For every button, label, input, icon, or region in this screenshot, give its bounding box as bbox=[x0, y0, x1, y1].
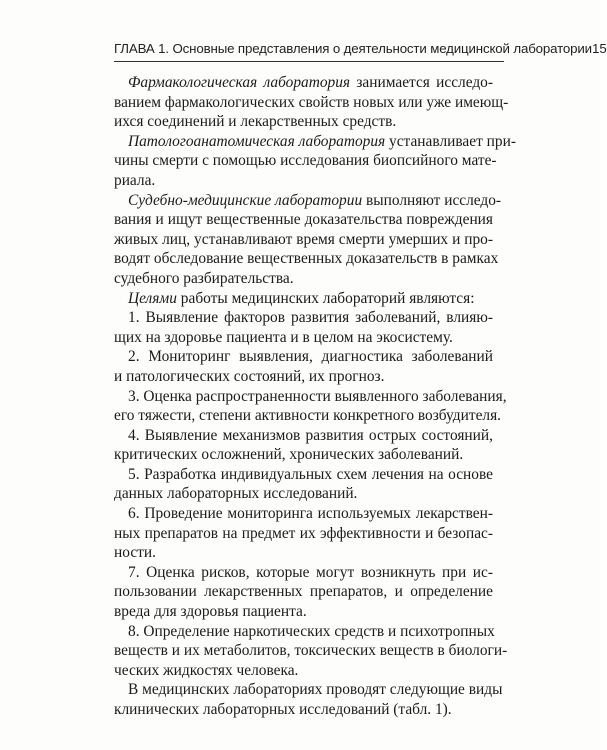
line-text: водят обследование вещественных доказательств в рамках bbox=[114, 250, 499, 268]
line-text: вреда для здоровья пациента. bbox=[114, 603, 307, 621]
text-line bbox=[114, 622, 493, 642]
text-line bbox=[114, 680, 503, 700]
line-text: критических осложнений, хронических заболеваний. bbox=[114, 446, 464, 464]
line-text: щих на здоровье пациента и в целом на экосистему. bbox=[114, 328, 453, 346]
text-line bbox=[114, 387, 507, 407]
paragraph bbox=[114, 347, 493, 386]
paragraph bbox=[114, 132, 516, 191]
line-text: 4. Выявление механизмов развития острых состояний, bbox=[128, 426, 493, 444]
chapter-title: ГЛАВА 1. Основные представления о деятельности медицинской лаборатории bbox=[114, 41, 592, 56]
text-line bbox=[114, 191, 502, 211]
text-line bbox=[114, 524, 493, 544]
line-text: риала. bbox=[114, 171, 156, 189]
line-text: ности. bbox=[114, 544, 156, 562]
body-text bbox=[114, 73, 516, 720]
text-line bbox=[114, 563, 493, 583]
paragraph bbox=[114, 289, 493, 309]
line-text: устанавливает при- bbox=[385, 132, 516, 150]
text-line bbox=[114, 641, 508, 661]
text-line bbox=[114, 328, 493, 348]
line-text: работы медицинских лабораторий являются: bbox=[176, 289, 475, 307]
text-line bbox=[114, 171, 493, 191]
line-text: ных препаратов на предмет их эффективности и безопас- bbox=[114, 524, 493, 542]
text-line bbox=[114, 504, 493, 524]
line-text: 5. Разработка индивидуальных схем лечения на основе bbox=[128, 465, 493, 483]
line-text: ческих жидкостях человека. bbox=[114, 661, 299, 679]
paragraph bbox=[114, 680, 503, 719]
italic-term: Фармакологическая лаборатория bbox=[128, 74, 351, 91]
paragraph bbox=[114, 504, 493, 563]
text-line bbox=[114, 289, 493, 309]
text-line bbox=[114, 367, 493, 387]
text-line bbox=[114, 210, 493, 230]
italic-term: Патологоанатомическая лаборатория bbox=[128, 132, 386, 150]
line-text: 7. Оценка рисков, которые могут возникнуть при ис- bbox=[128, 563, 493, 581]
text-line bbox=[114, 484, 493, 504]
line-text: выполняют исследо- bbox=[362, 191, 502, 209]
text-line bbox=[114, 465, 493, 485]
line-text: В медицинских лабораториях проводят следующие виды bbox=[128, 681, 503, 699]
text-line bbox=[114, 445, 493, 465]
text-line bbox=[114, 582, 493, 602]
text-line bbox=[114, 132, 516, 152]
text-line bbox=[114, 661, 493, 681]
line-text: чины смерти с помощью исследования биопсийного мате- bbox=[114, 152, 497, 170]
text-line bbox=[114, 269, 493, 289]
text-line bbox=[114, 543, 493, 563]
italic-term: Судебно-медицинские лаборатории bbox=[128, 191, 363, 209]
line-text: 8. Определение наркотических средств и психотропных bbox=[128, 622, 495, 640]
paragraph bbox=[114, 387, 507, 426]
paragraph bbox=[114, 465, 493, 504]
line-text: пользовании лекарственных препаратов, и определение bbox=[114, 583, 493, 601]
text-line bbox=[114, 406, 502, 426]
text-line bbox=[114, 230, 493, 250]
page-number: 15 bbox=[591, 41, 607, 56]
text-line bbox=[114, 700, 493, 720]
line-text: данных лабораторных исследований. bbox=[114, 485, 358, 503]
line-text: 6. Проведение мониторинга используемых лекарствен- bbox=[128, 505, 493, 523]
line-text: клинических лабораторных исследований (табл. 1). bbox=[114, 701, 452, 718]
text-line bbox=[114, 602, 493, 622]
text-line bbox=[114, 249, 499, 269]
paragraph bbox=[114, 563, 493, 622]
line-text: занимается исследо- bbox=[350, 74, 493, 91]
paragraph bbox=[114, 426, 493, 465]
paragraph bbox=[114, 191, 502, 289]
line-text: вания и ищут вещественные доказательства повреждения bbox=[114, 211, 493, 229]
paragraph bbox=[114, 308, 493, 347]
line-text: его тяжести, степени активности конкретного возбудителя. bbox=[114, 407, 502, 425]
line-text: и патологических состояний, их прогноз. bbox=[114, 367, 385, 385]
text-line bbox=[114, 308, 493, 328]
paragraph bbox=[114, 622, 508, 681]
line-text: 3. Оценка распространенности выявленного заболевания, bbox=[128, 387, 507, 405]
line-text: 2. Мониторинг выявления, диагностика заболеваний bbox=[128, 348, 493, 366]
text-line bbox=[114, 347, 493, 367]
text-line bbox=[114, 93, 509, 113]
line-text: веществ и их метаболитов, токсических веществ в биологи- bbox=[114, 642, 508, 660]
text-line bbox=[114, 151, 497, 171]
text-line bbox=[114, 112, 493, 132]
line-text: ихся соединений и лекарственных средств. bbox=[114, 113, 397, 131]
line-text: живых лиц, устанавливают время смерти умерших и про- bbox=[114, 230, 493, 248]
line-text: 1. Выявление факторов развития заболеваний, влияю- bbox=[128, 309, 493, 327]
line-text: ванием фармакологических свойств новых или уже имеющ- bbox=[114, 93, 509, 111]
line-text: судебного разбирательства. bbox=[114, 269, 294, 287]
paragraph bbox=[114, 73, 509, 132]
italic-term: Целями bbox=[128, 289, 177, 307]
running-header bbox=[114, 41, 607, 62]
text-line bbox=[114, 73, 493, 93]
text-line bbox=[114, 426, 493, 446]
